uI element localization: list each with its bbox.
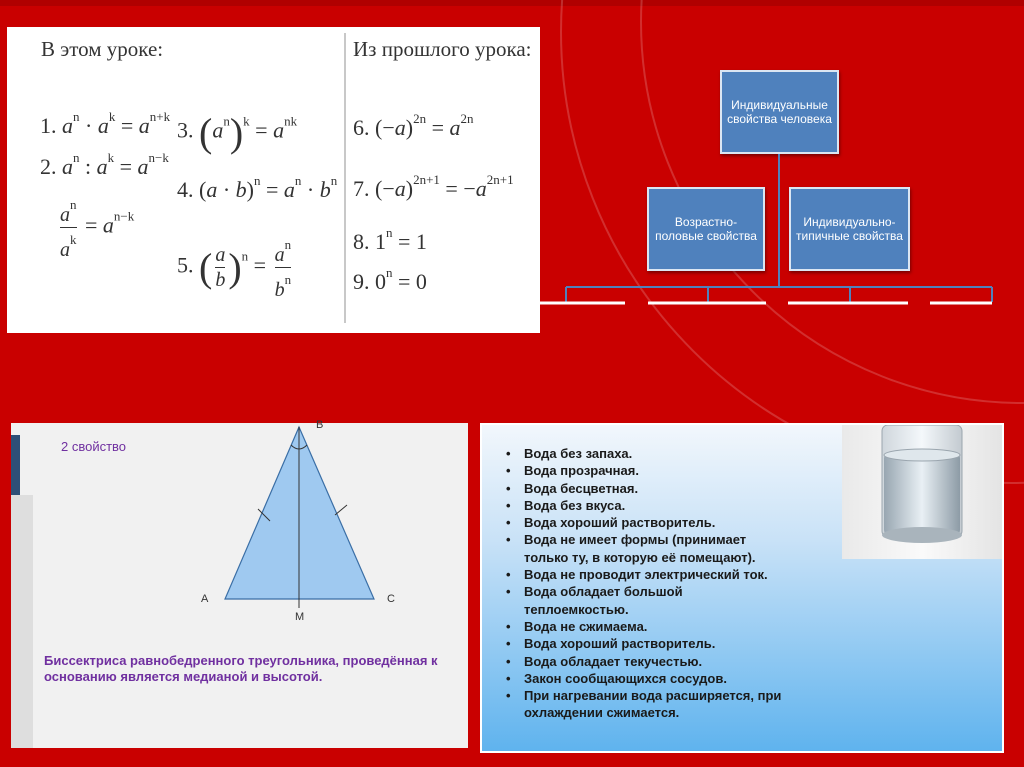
water-properties-list	[504, 445, 781, 722]
formula-8: 8. $1^n = 1$	[353, 225, 427, 254]
glass-drawing	[842, 425, 1002, 559]
formulas-panel	[7, 27, 540, 333]
formula-3: 3. $(a^n)^k = a^{nk}$	[177, 110, 298, 155]
water-panel	[480, 423, 1004, 753]
vertex-label-a: A	[201, 593, 209, 605]
right-header: Из прошлого урока:	[353, 37, 532, 61]
org-connectors	[530, 150, 1010, 310]
list-item: • Вода без запаха.	[504, 445, 781, 462]
formula-7: 7. $(-a)^{2n+1} = -a^{2n+1}$	[353, 172, 514, 201]
list-item: • Вода обладает текучестью.	[504, 653, 781, 670]
formula-6: 6. $(-a)^{2n} = a^{2n}$	[353, 111, 474, 140]
formula-5: 5. ( $\frac{a}{b}$ )$^n$ = $\frac{a^n}{b^n}$	[177, 233, 294, 302]
midpoint-label-m: M	[295, 611, 305, 623]
formula-2-fraction: $\frac{a^n}{a^k}$ = $a^{n-k}$	[57, 193, 134, 262]
list-item: • Вода не проводит электрический ток.	[504, 566, 781, 583]
column-divider	[344, 33, 346, 323]
list-item: • Вода хороший растворитель.	[504, 635, 781, 652]
formula-1: 1. $a^n \cdot a^k = a^{n+k}$	[40, 109, 171, 138]
org-child-label: Индивидуально-типичные свойства	[796, 215, 903, 243]
formula-2: 2. $a^n$ : $a^k = a^{n-k}$	[40, 150, 169, 179]
water-glass-icon	[842, 425, 1002, 559]
side-strip	[11, 495, 33, 748]
org-child-label: Возрастно-половые свойства	[655, 215, 757, 243]
list-item: • Вода без вкуса.	[504, 497, 781, 514]
list-item: • При нагревании вода расширяется, при охлаждении сжимается.	[504, 687, 781, 722]
list-item: • Вода не сжимаема.	[504, 618, 781, 635]
triangle-figure	[211, 423, 411, 608]
triangle-title: 2 свойство	[61, 439, 127, 454]
list-item: • Закон сообщающихся сосудов.	[504, 670, 781, 687]
triangle-panel	[11, 419, 468, 748]
list-item: • Вода бесцветная.	[504, 480, 781, 497]
triangle-caption: Биссектриса равнобедренного треугольника, проведённая к основанию является медианой и высотой.	[44, 653, 438, 684]
list-item: • Вода не имеет формы (принимает только ту, в которую её помещают).	[504, 531, 781, 566]
side-accent-bar	[11, 435, 20, 495]
vertex-label-c: C	[387, 593, 395, 605]
org-root-node	[720, 70, 839, 154]
list-item: • Вода обладает большой теплоемкостью.	[504, 583, 781, 618]
org-root-label: Индивидуальные свойства человека	[727, 98, 832, 126]
formula-9: 9. $0^n = 0$	[353, 265, 427, 294]
vertex-label-b: B	[316, 419, 324, 431]
formula-4: 4. $(a \cdot b)^n = a^n \cdot b^n$	[177, 173, 338, 202]
left-header: В этом уроке:	[41, 37, 164, 61]
list-item: • Вода прозрачная.	[504, 462, 781, 479]
list-item: • Вода хороший растворитель.	[504, 514, 781, 531]
